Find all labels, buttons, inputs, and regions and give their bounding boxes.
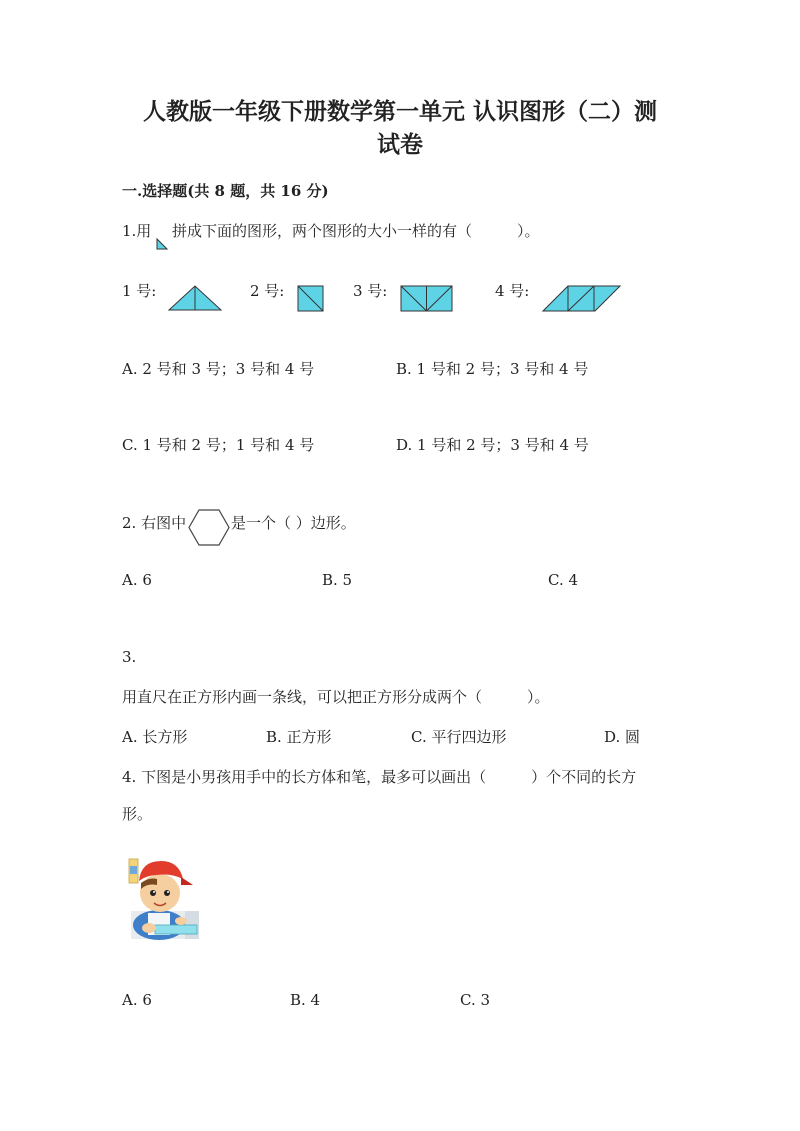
q3-number: 3.: [122, 648, 137, 666]
q1-label-1: 1 号:: [122, 282, 157, 300]
q1-option-c: C. 1 号和 2 号；1 号和 4 号: [122, 436, 315, 454]
q2-suffix: 是一个（ ）边形。: [231, 514, 356, 532]
q1-option-a: A. 2 号和 3 号；3 号和 4 号: [122, 360, 315, 378]
q4-option-c: C. 3: [460, 991, 491, 1009]
q4-option-b: B. 4: [290, 991, 321, 1009]
figure-1-triangle: [168, 285, 222, 311]
figure-4-parallelogram: [542, 285, 622, 312]
q3-option-b: B. 正方形: [266, 728, 332, 746]
q1-label-4: 4 号:: [495, 282, 530, 300]
q3-text: 用直尺在正方形内画一条线，可以把正方形分成两个（ ）。: [122, 688, 550, 706]
q1-label-3: 3 号:: [353, 282, 388, 300]
hexagon-icon: [188, 509, 230, 547]
q1-label-2: 2 号:: [250, 282, 285, 300]
q1-text: 拼成下面的图形，两个图形的大小一样的有（ ）。: [172, 222, 540, 240]
q2-option-b: B. 5: [322, 571, 353, 589]
section-heading: 一.选择题(共 8 题，共 16 分): [122, 182, 329, 200]
page-title-line1: 人教版一年级下册数学第一单元 认识图形（二）测: [142, 98, 657, 125]
small-triangle-icon: [156, 238, 168, 250]
q4-option-a: A. 6: [122, 991, 152, 1009]
q1-prefix: 1.用: [122, 222, 152, 240]
q2-prefix: 2. 右图中: [122, 514, 187, 532]
boy-illustration: [127, 855, 202, 941]
figure-2-square: [297, 285, 324, 312]
q1-option-b: B. 1 号和 2 号；3 号和 4 号: [396, 360, 589, 378]
page-title-line2: 试卷: [377, 131, 423, 158]
figure-3-rectangle: [400, 285, 454, 312]
q1-option-d: D. 1 号和 2 号；3 号和 4 号: [396, 436, 589, 454]
q3-option-d: D. 圆: [604, 728, 641, 746]
q3-option-a: A. 长方形: [122, 728, 188, 746]
q3-option-c: C. 平行四边形: [411, 728, 507, 746]
q4-text-line2: 形。: [122, 805, 153, 823]
q2-option-c: C. 4: [548, 571, 579, 589]
q4-text-line1: 4. 下图是小男孩用手中的长方体和笔，最多可以画出（ ）个不同的长方: [122, 768, 637, 786]
q2-option-a: A. 6: [122, 571, 152, 589]
